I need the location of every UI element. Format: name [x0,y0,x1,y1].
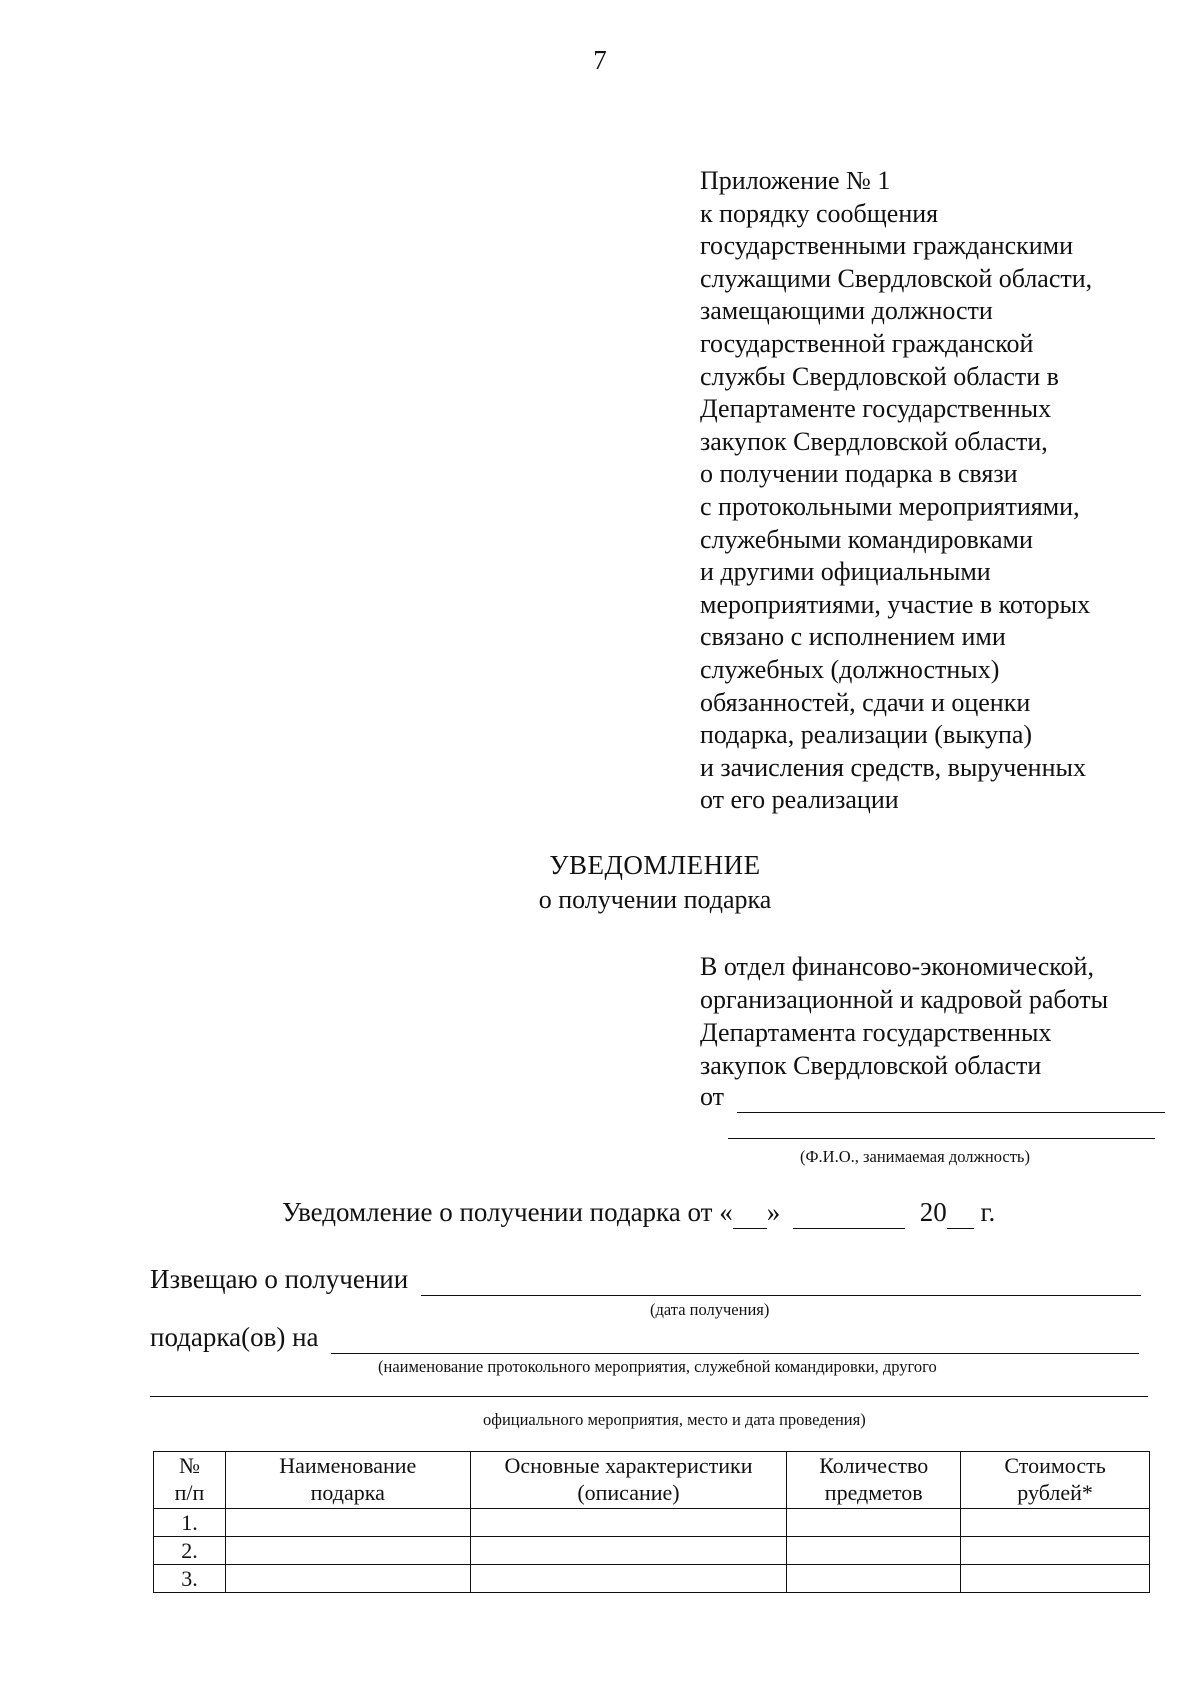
appendix-line: Приложение № 1 [700,166,891,195]
addressee-line: закупок Свердловской области [700,1051,1042,1080]
cell-gift-name[interactable] [225,1565,470,1593]
appendix-line: Департаменте государственных [700,394,1052,424]
addressee-line: организационной и кадровой работы [700,985,1109,1014]
notice-quote-close: » [766,1197,781,1227]
document-subtitle: о получении подарка [538,885,772,914]
table-header-row [154,1452,1150,1509]
appendix-line: замещающими должности [700,296,993,326]
fio-caption: (Ф.И.О., занимаемая должность) [800,1147,1030,1166]
appendix-line: служащими Свердловской области, [700,263,1093,293]
notice-prefix: Уведомление о получении подарка от « [282,1197,733,1227]
appendix-line: служебных (должностных) [700,654,1000,684]
appendix-line: и зачисления средств, вырученных [700,752,1086,782]
addressee-line: В отдел финансово-экономической, [700,952,1094,981]
gifts-table [153,1451,1150,1593]
document-title: УВЕДОМЛЕНИЕ [549,850,761,880]
table-row [154,1537,1150,1565]
cell-cost[interactable] [961,1537,1150,1565]
addressee-line: Департамента государственных [700,1018,1052,1047]
from-fill-line[interactable] [737,1082,1165,1113]
appendix-line: служебными командировками [700,524,1033,554]
date-caption: (дата получения) [650,1300,770,1319]
cell-number: 3. [154,1565,226,1593]
notice-date-row [282,1197,995,1229]
event-caption: (наименование протокольного мероприятия, служебной командировки, другого [378,1357,937,1376]
event-second-line[interactable] [150,1396,1148,1397]
appendix-line: и другими официальными [700,557,991,587]
table-row [154,1509,1150,1537]
event-fill-line[interactable] [331,1322,1139,1354]
appendix-line: от его реализации [700,785,899,815]
cell-quantity[interactable] [787,1537,961,1565]
cell-description[interactable] [470,1537,787,1565]
cell-number: 1. [154,1509,226,1537]
appendix-line: подарка, реализации (выкупа) [700,720,1033,750]
cell-quantity[interactable] [787,1565,961,1593]
from-label: от [700,1082,725,1111]
table-row [154,1565,1150,1593]
appendix-line: о получении подарка в связи [700,459,1018,489]
from-row [700,1082,1165,1113]
appendix-line: связано с исполнением ими [700,622,1006,652]
cell-gift-name[interactable] [225,1509,470,1537]
receipt-date-fill-line[interactable] [421,1264,1141,1296]
cell-cost[interactable] [961,1565,1150,1593]
appendix-line: государственной гражданской [700,328,1034,358]
appendix-line: государственными гражданскими [700,231,1074,261]
appendix-line: к порядку сообщения [700,198,939,228]
inform-row [150,1264,1141,1296]
gift-label: подарка(ов) на [150,1322,319,1352]
header-number: № п/п [154,1452,226,1509]
header-description: Основные характеристики (описание) [470,1452,787,1509]
year-fill-line[interactable] [947,1197,974,1229]
cell-quantity[interactable] [787,1509,961,1537]
inform-label: Извещаю о получении [150,1264,409,1294]
cell-number: 2. [154,1537,226,1565]
month-fill-line[interactable] [793,1197,905,1229]
appendix-line: мероприятиями, участие в которых [700,589,1091,619]
year-prefix: 20 [919,1197,947,1227]
event-caption-continued: официального мероприятия, место и дата проведения) [483,1410,866,1429]
fio-second-line[interactable] [728,1138,1155,1139]
cell-gift-name[interactable] [225,1537,470,1565]
appendix-line: службы Свердловской области в [700,361,1059,391]
appendix-line: закупок Свердловской области, [700,426,1048,456]
header-quantity: Количество предметов [787,1452,961,1509]
appendix-line: обязанностей, сдачи и оценки [700,687,1031,717]
gift-row [150,1322,1139,1354]
page-number: 7 [593,45,607,75]
appendix-line: с протокольными мероприятиями, [700,491,1080,521]
year-suffix: г. [980,1197,996,1227]
cell-cost[interactable] [961,1509,1150,1537]
header-gift-name: Наименование подарка [225,1452,470,1509]
addressee-block [700,950,1108,1082]
cell-description[interactable] [470,1509,787,1537]
header-cost: Стоимость рублей* [961,1452,1150,1509]
appendix-block [700,165,1092,817]
day-fill-line[interactable] [733,1197,767,1229]
cell-description[interactable] [470,1565,787,1593]
